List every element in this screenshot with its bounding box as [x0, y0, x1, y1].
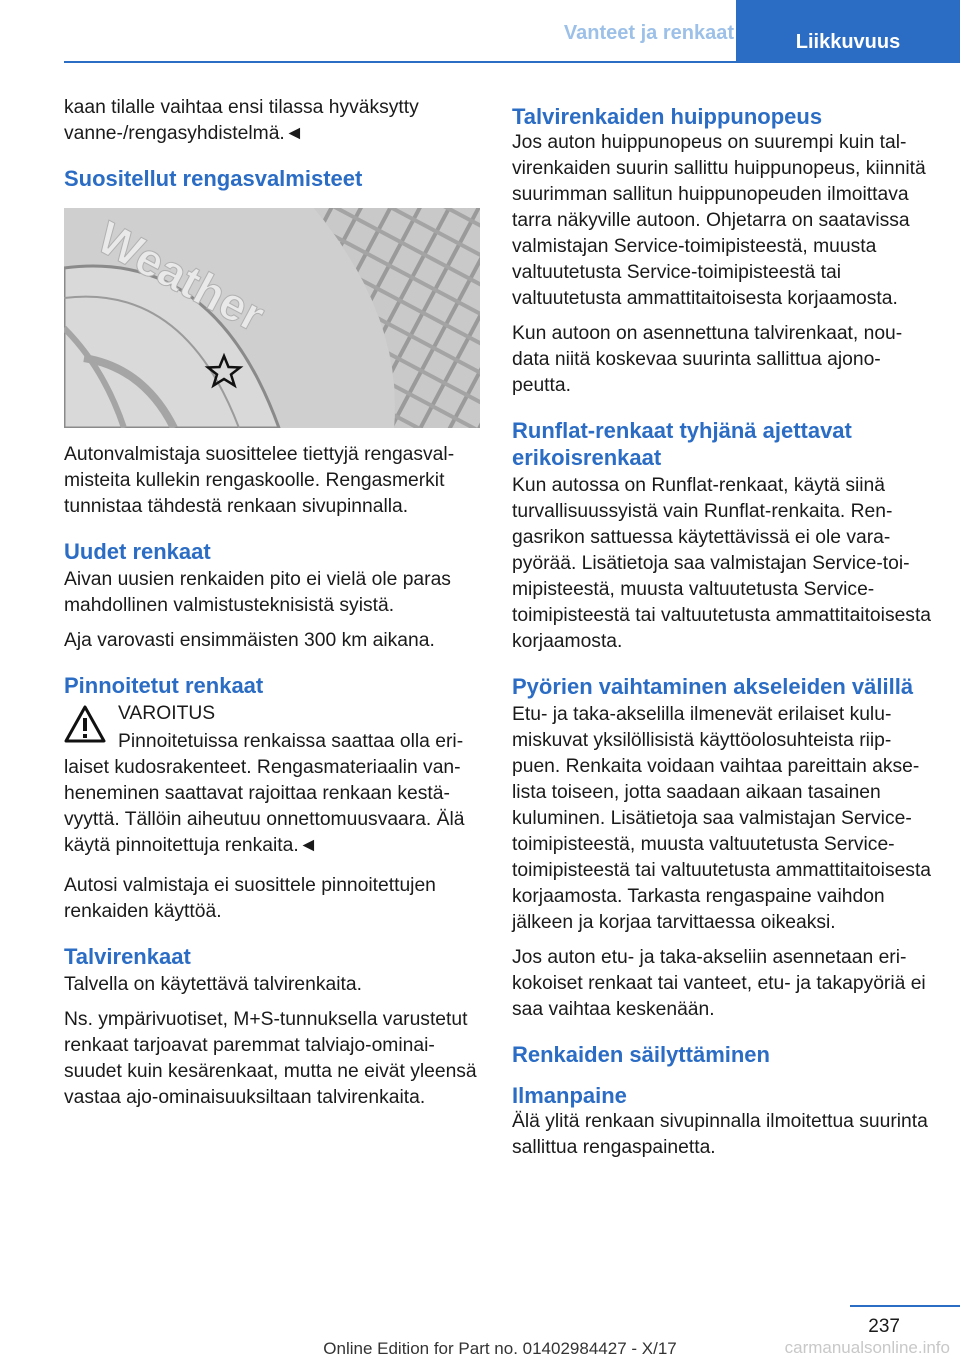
- header-chapter-tab: Liikkuvuus: [736, 0, 960, 62]
- tire-star-marking-illustration: [64, 208, 480, 428]
- runflat-tires-text: Kun autossa on Runflat-renkaat, käytä siinä turvallisuussyistä vain Runflat-renkaita. Rengasrikon sattuessa käytettävissä ei ole varapyörää. Lisätietoja saa valmistajan Service-toimipisteestä, muusta valtuutetusta Service-toimipisteestä tai valtuutetusta ammattitaitoisesta korjaamosta.: [512, 475, 932, 652]
- runflat-tires-heading: Runflat-renkaat tyhjänä ajettavat erikoisrenkaat: [512, 418, 852, 470]
- air-pressure-heading: Ilmanpaine: [512, 1083, 627, 1108]
- warning-title: VAROITUS: [118, 703, 216, 724]
- air-pressure-text: Älä ylitä renkaan sivupinnalla ilmoitettua suurinta sallittua rengaspainetta.: [512, 1111, 928, 1158]
- recommended-tires-text: Autonvalmistaja suosittelee tiettyjä rengasvalmisteita kullekin rengaskoolle. Rengasmerkit tunnistaa tähdestä renkaan sivupinnalla.: [64, 444, 455, 517]
- right-column: [512, 95, 932, 1170]
- recommended-tires-heading: Suositellut rengasvalmisteet: [64, 166, 363, 191]
- wheel-rotation-text-2: Jos auton etu- ja taka-akseliin asennetaan erikokoiset renkaat tai vanteet, etu- ja takapyöriä ei saa vaihtaa keskenään.: [512, 947, 926, 1020]
- header-rule: [64, 61, 960, 63]
- winter-top-speed-text-1: Jos auton huippunopeus on suurempi kuin talvirenkaiden suurin sallittu huippunopeus, kiinnitä suurimman sallitun huippunopeuden ilmoittava tarra näkyville autoon. Ohjetarra on saatavissa valmistajan Service-toimipisteestä, muusta valtuutetusta Service-toimipisteestä tai valtuutetusta ammattitaitoisesta korjaamosta.: [512, 132, 926, 309]
- left-column: [64, 95, 480, 1120]
- new-tires-text-1: Aivan uusien renkaiden pito ei vielä ole paras mahdollinen valmistusteknisistä syistä.: [64, 569, 451, 616]
- warning-triangle-icon: [64, 705, 106, 743]
- retreaded-tires-text: Autosi valmistaja ei suosittele pinnoitettujen renkaiden käyttöä.: [64, 875, 436, 922]
- edition-footer: Online Edition for Part no. 01402984427 - X/17: [323, 1339, 677, 1358]
- new-tires-heading: Uudet renkaat: [64, 539, 211, 564]
- winter-tires-heading: Talvirenkaat: [64, 944, 191, 969]
- page-header: [0, 0, 960, 62]
- footer-rule: [850, 1305, 960, 1307]
- warning-block: [64, 701, 480, 859]
- wheel-rotation-text-1: Etu- ja taka-akselilla ilmenevät erilaiset kulumiskuvat yksilöllisistä käyttöolosuhteista riippuen. Renkaita voidaan vaihtaa pareittain akselista toiseen, jotta saadaan aikaan tasainen kuluminen. Lisätietoja saa valmistajan Service-toimipisteestä, muusta valtuutetusta Service-toimipisteestä tai valtuutetusta ammattitaitoisesta korjaamosta. Tarkasta rengaspaine vaihdon jälkeen ja korjaa tarvittaessa oikeaksi.: [512, 704, 932, 933]
- retreaded-tires-heading: Pinnoitetut renkaat: [64, 673, 264, 698]
- intro-text: kaan tilalle vaihtaa ensi tilassa hyväksytty vanne-/rengasyhdistelmä.◄: [64, 97, 419, 144]
- new-tires-text-2: Aja varovasti ensimmäisten 300 km aikana.: [64, 630, 435, 651]
- winter-tires-text-2: Ns. ympärivuotiset, M+S-tunnuksella varustetut renkaat tarjoavat paremmat talviajo-ominaisuudet kuin kesärenkaat, mutta ne eivät yleensä vastaa ajo-ominaisuuksiltaan talvirenkaita.: [64, 1009, 477, 1108]
- tire-sidewall-text: Weather: [89, 210, 274, 342]
- header-section-title: Vanteet ja renkaat: [563, 22, 734, 44]
- warning-text: Pinnoitetuissa renkaissa saattaa olla erilaiset kudosrakenteet. Rengasmateriaalin vanheneminen saattavat rajoittaa renkaan kestävyyttä. Tällöin aiheutuu onnettomuusvaara. Älä käytä pinnoitettuja renkaita.◄: [64, 731, 465, 856]
- wheel-rotation-heading: Pyörien vaihtaminen akseleiden välillä: [512, 674, 914, 699]
- page-number: 237: [868, 1316, 900, 1337]
- winter-top-speed-text-2: Kun autoon on asennettuna talvirenkaat, noudata niitä koskevaa suurinta sallittua ajonopeutta.: [512, 323, 903, 396]
- winter-tires-text-1: Talvella on käytettävä talvirenkaita.: [64, 974, 362, 995]
- winter-top-speed-heading: Talvirenkaiden huippunopeus: [512, 104, 823, 129]
- watermark: carmanualsonline.info: [784, 1338, 950, 1357]
- tire-storage-heading: Renkaiden säilyttäminen: [512, 1042, 770, 1067]
